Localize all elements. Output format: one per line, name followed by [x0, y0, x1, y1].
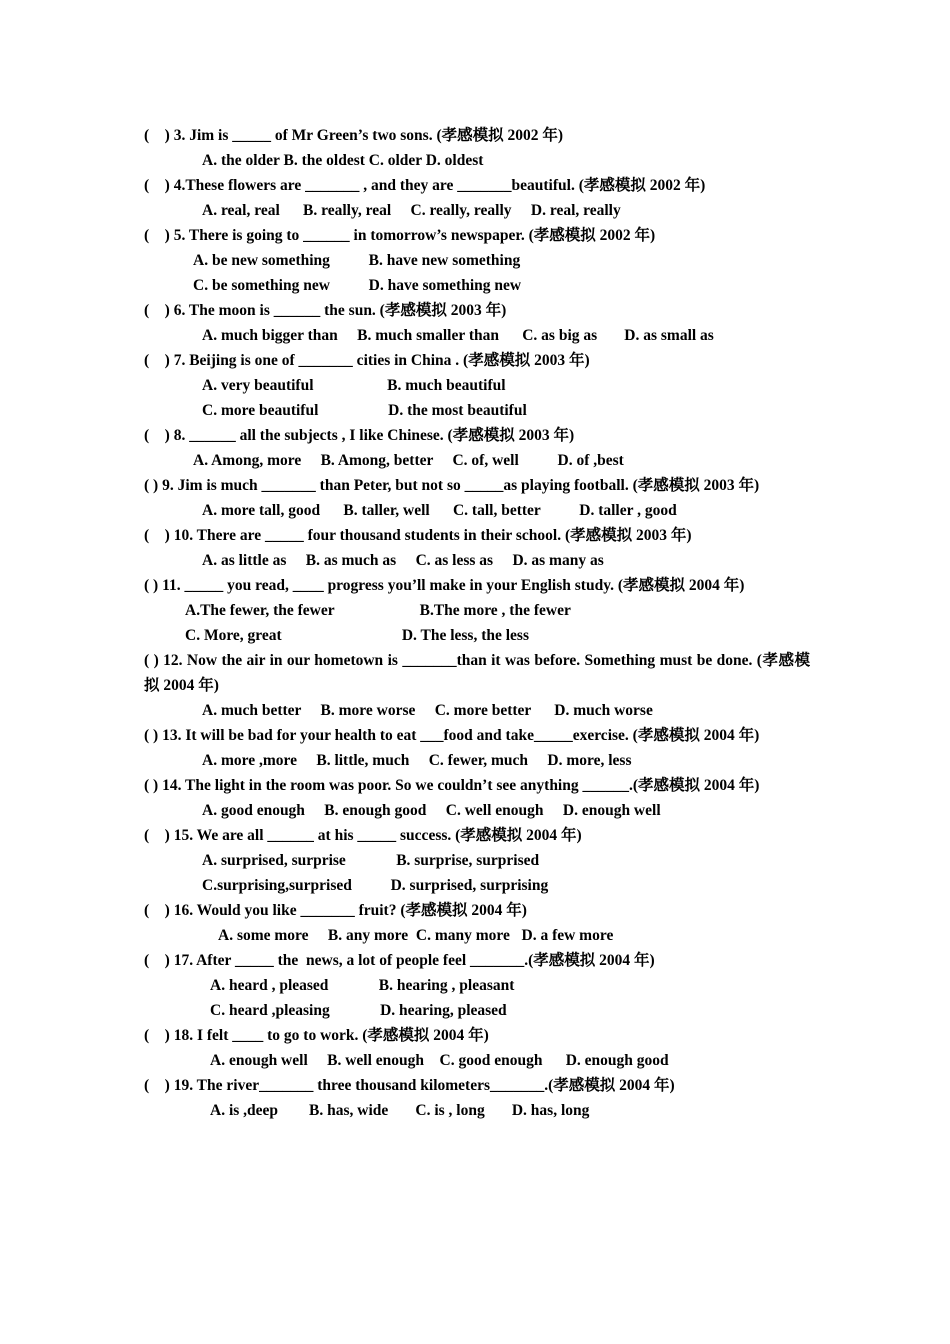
question-block	[144, 348, 810, 423]
answer-options: A. real, real B. really, real C. really, really D. real, really	[202, 202, 621, 219]
question-stem: ( ) 9. Jim is much _______ than Peter, but not so _____as playing football. (孝感模拟 2003 年)	[144, 477, 760, 494]
question-stem: ( ) 7. Beijing is one of _______ cities in China . (孝感模拟 2003 年)	[144, 352, 590, 369]
question-block	[144, 423, 810, 473]
answer-options: A. Among, more B. Among, better C. of, well D. of ,best	[193, 452, 624, 469]
answer-options: A. the older B. the oldest C. older D. oldest	[202, 152, 484, 169]
question-stem: ( ) 16. Would you like _______ fruit? (孝感模拟 2004 年)	[144, 902, 527, 919]
question-stem: ( ) 11. _____ you read, ____ progress you’ll make in your English study. (孝感模拟 2004 年)	[144, 577, 745, 594]
question-block	[144, 573, 810, 648]
question-stem: ( ) 5. There is going to ______ in tomorrow’s newspaper. (孝感模拟 2002 年)	[144, 227, 656, 244]
question-block	[144, 773, 810, 823]
answer-options: C. heard ,pleasing D. hearing, pleased	[210, 1002, 507, 1019]
question-stem: ( ) 8. ______ all the subjects , I like Chinese. (孝感模拟 2003 年)	[144, 427, 575, 444]
question-stem: ( ) 6. The moon is ______ the sun. (孝感模拟 2003 年)	[144, 302, 507, 319]
question-block	[144, 298, 810, 348]
answer-options: A. be new something B. have new something	[193, 252, 521, 269]
answer-options: A. surprised, surprise B. surprise, surprised	[202, 852, 540, 869]
question-stem: ( ) 18. I felt ____ to go to work. (孝感模拟 2004 年)	[144, 1027, 489, 1044]
question-block	[144, 223, 810, 298]
question-stem: ( ) 3. Jim is _____ of Mr Green’s two sons. (孝感模拟 2002 年)	[144, 127, 564, 144]
answer-options: A. much better B. more worse C. more better D. much worse	[202, 702, 653, 719]
question-block	[144, 173, 810, 223]
answer-options: A. enough well B. well enough C. good enough D. enough good	[210, 1052, 669, 1069]
question-stem: ( ) 13. It will be bad for your health to eat ___food and take_____exercise. (孝感模拟 2004 年)	[144, 727, 760, 744]
answer-options: C. More, great D. The less, the less	[185, 627, 529, 644]
question-block	[144, 1073, 810, 1123]
question-block	[144, 648, 810, 723]
answer-options: A. more tall, good B. taller, well C. tall, better D. taller , good	[202, 502, 677, 519]
question-stem: ( ) 14. The light in the room was poor. So we couldn’t see anything ______.(孝感模拟 2004 年)	[144, 777, 760, 794]
question-block	[144, 123, 810, 173]
question-stem: ( ) 12. Now the air in our hometown is _______than it was before. Something must be done. (孝感模拟 2004 年)	[144, 652, 810, 694]
question-stem: ( ) 10. There are _____ four thousand students in their school. (孝感模拟 2003 年)	[144, 527, 692, 544]
answer-options: A. heard , pleased B. hearing , pleasant	[210, 977, 515, 994]
answer-options: A. good enough B. enough good C. well enough D. enough well	[202, 802, 661, 819]
question-block	[144, 473, 810, 523]
question-block	[144, 723, 810, 773]
question-stem: ( ) 19. The river_______ three thousand kilometers_______.(孝感模拟 2004 年)	[144, 1077, 675, 1094]
answer-options: A. much bigger than B. much smaller than C. as big as D. as small as	[202, 327, 714, 344]
answer-options: A. as little as B. as much as C. as less as D. as many as	[202, 552, 604, 569]
answer-options: A. very beautiful B. much beautiful	[202, 377, 506, 394]
answer-options: A.The fewer, the fewer B.The more , the fewer	[185, 602, 571, 619]
answer-options: A. some more B. any more C. many more D. a few more	[218, 927, 614, 944]
question-block	[144, 948, 810, 1023]
exercise-document	[144, 123, 810, 1123]
question-stem: ( ) 15. We are all ______ at his _____ success. (孝感模拟 2004 年)	[144, 827, 582, 844]
question-stem: ( ) 4.These flowers are _______ , and they are _______beautiful. (孝感模拟 2002 年)	[144, 177, 706, 194]
question-block	[144, 898, 810, 948]
question-block	[144, 823, 810, 898]
answer-options: A. more ,more B. little, much C. fewer, much D. more, less	[202, 752, 632, 769]
answer-options: C. be something new D. have something new	[193, 277, 522, 294]
answer-options: C.surprising,surprised D. surprised, surprising	[202, 877, 549, 894]
question-stem: ( ) 17. After _____ the news, a lot of people feel _______.(孝感模拟 2004 年)	[144, 952, 655, 969]
question-block	[144, 523, 810, 573]
answer-options: C. more beautiful D. the most beautiful	[202, 402, 527, 419]
question-block	[144, 1023, 810, 1073]
answer-options: A. is ,deep B. has, wide C. is , long D. has, long	[210, 1102, 590, 1119]
